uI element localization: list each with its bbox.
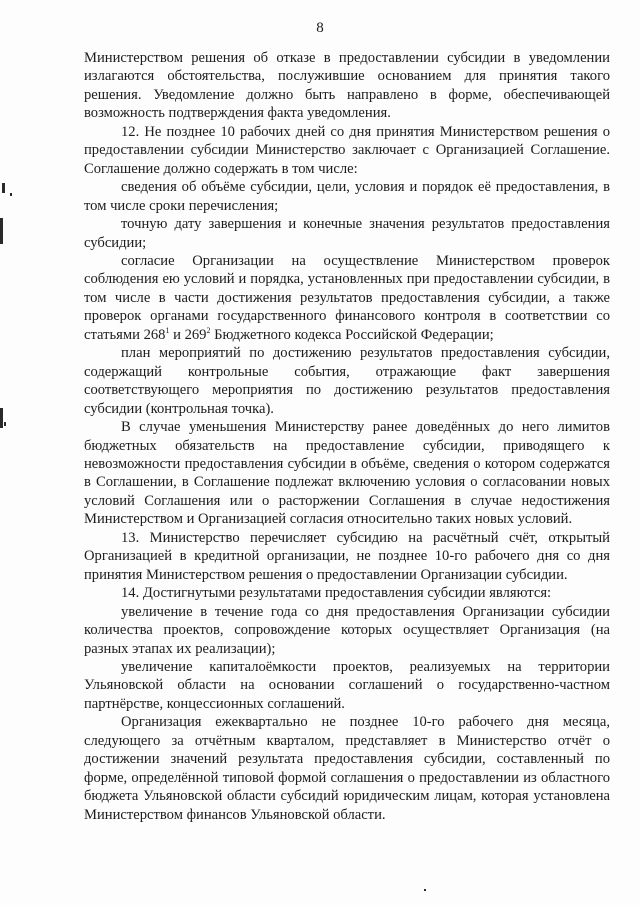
paragraph-quarterly-report: Организация ежеквартально не позднее 10-го рабочего дня месяца, следующего за отчётным кварталом, представляет в Министерство отчёт о достижении значений результата предоставления субсидии, составленный по форме, определённой типовой формой соглашения о предоставлении из областного бюджета Ульяновской области субсидий юридическим лицам, которая установлена Министерством финансов Ульяновской области. bbox=[84, 714, 610, 823]
paragraph-item-14: 14. Достигнутыми результатами предоставления субсидии являются: bbox=[121, 585, 552, 602]
paragraph-completion-date: точную дату завершения и конечные значения результатов предоставления субсидии; bbox=[84, 216, 610, 251]
paragraph-item-12: 12. Не позднее 10 рабочих дней со дня принятия Министерством решения о предоставлении субсидии Министерство заключает с Организацией Соглашение. Соглашение должно содержать в том числе: bbox=[84, 123, 610, 177]
scan-artifact bbox=[10, 193, 12, 196]
inspection-text-mid: и 269 bbox=[169, 326, 207, 343]
paragraph-item-13: 13. Министерство перечисляет субсидию на расчётный счёт, открытый Организацией в кредитной организации, не позднее 10-го рабочего дня со дня принятия Министерством решения о предоставлении Организации субсидии. bbox=[84, 529, 610, 583]
document-body bbox=[84, 49, 610, 824]
paragraph-refusal-notice: Министерством решения об отказе в предоставлении субсидии в уведомлении излагаются обстоятельства, послужившие основанием для принятия такого решения. Уведомление должно быть направлено в форме, обеспечивающей возможность подтверждения факта уведомления. bbox=[84, 50, 610, 122]
inspection-text-start: согласие Организации на осуществление Министерством проверок соблюдения ею условий и порядка, установленных при предоставлении субсидии, в том числе в части достижения результатов предоставления субсидии, а также проверок органами государственного финансового контроля в соответствии со статьями 268 bbox=[84, 252, 610, 343]
inspection-text-end: Бюджетного кодекса Российской Федерации; bbox=[210, 326, 494, 343]
paragraph-subsidy-amount: сведения об объёме субсидии, цели, условия и порядок её предоставления, в том числе сроки перечисления; bbox=[84, 179, 610, 214]
page-number: 8 bbox=[316, 20, 324, 36]
scan-artifact bbox=[424, 889, 426, 891]
superscript-2: 2 bbox=[206, 325, 211, 335]
scan-artifact bbox=[0, 218, 3, 244]
scan-artifact bbox=[4, 422, 6, 426]
scan-artifact bbox=[2, 183, 5, 193]
paragraph-limit-reduction: В случае уменьшения Министерству ранее доведённых до него лимитов бюджетных обязательств на предоставление субсидии, приводящего к невозможности предоставления субсидии в объёме, сведения о котором содержатся в Соглашении, в Соглашение подлежат включению условия о согласовании новых условий Соглашения или о расторжении Соглашения в случае недостижения Министерством и Организацией согласия относительно таких новых условий. bbox=[84, 419, 610, 528]
scan-artifact bbox=[0, 408, 3, 428]
paragraph-action-plan: план мероприятий по достижению результатов предоставления субсидии, содержащий контрольные события, отражающие факт завершения соответствующего мероприятия по достижению результатов предоставления субсидии (контрольная точка). bbox=[84, 345, 610, 417]
paragraph-inspection-consent bbox=[84, 252, 610, 344]
paragraph-projects-increase: увеличение в течение года со дня предоставления Организации субсидии количества проектов, сопровождение которых осуществляет Организация (на разных этапах их реализации); bbox=[84, 603, 610, 657]
superscript-1: 1 bbox=[165, 325, 170, 335]
paragraph-capital-intensity: увеличение капиталоёмкости проектов, реализуемых на территории Ульяновской области на основании соглашений о государственно-частном партнёрстве, концессионных соглашений. bbox=[84, 658, 610, 712]
